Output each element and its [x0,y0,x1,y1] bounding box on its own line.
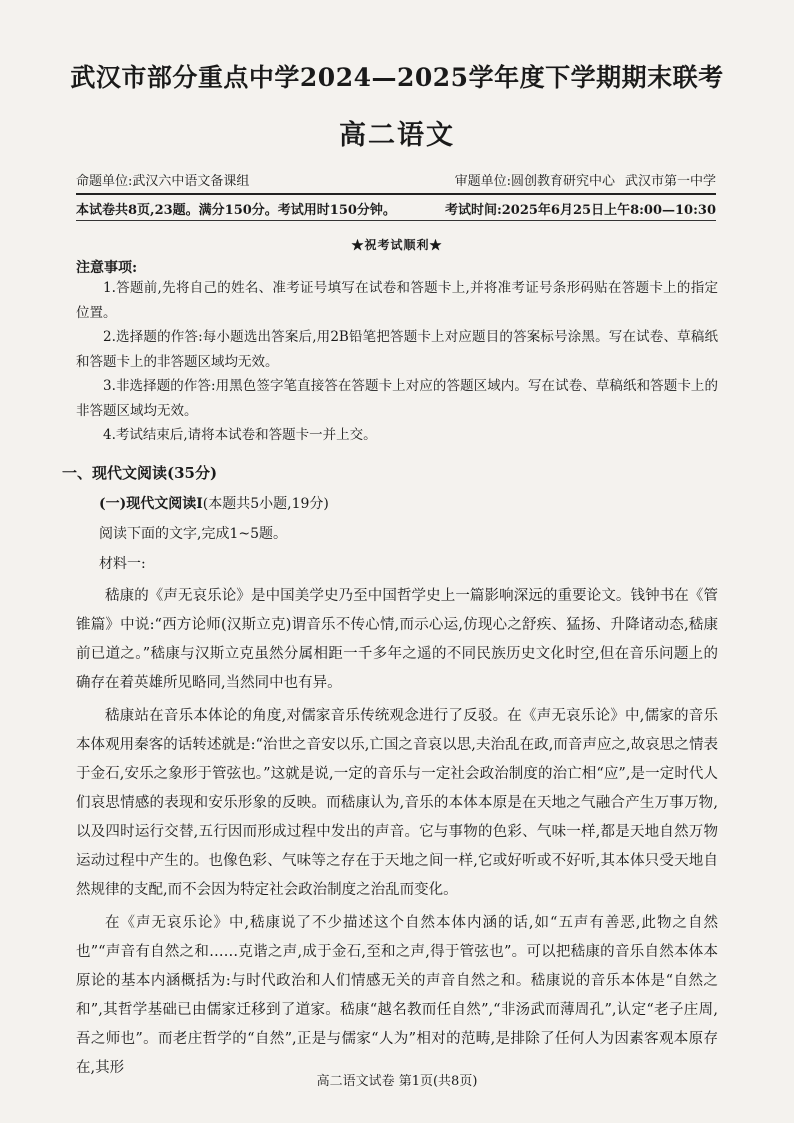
subsection-note: (本题共5小题,19分) [202,496,329,512]
body-paragraph: 嵇康的《声无哀乐论》是中国美学史乃至中国哲学史上一篇影响深远的重要论文。钱钟书在《管锥篇》中说:“西方论师(汉斯立克)谓音乐不传心情,而示心运,仿现心之舒疾、猛扬、升降诸动态,嵇康前已道之。”嵇康与汉斯立克虽然分属相距一千多年之遥的不同民族历史文化时空,但在音乐问题上的确存在着英雄所见略同,当然同中也有异。 [76,588,718,691]
reading-instruction: 阅读下面的文字,完成1~5题。 [99,526,287,542]
note-item: 4.考试结束后,请将本试卷和答题卡一并上交。 [103,427,377,443]
body-paragraph: 嵇康站在音乐本体论的角度,对儒家音乐传统观念进行了反驳。在《声无哀乐论》中,儒家的音乐本体观用秦客的话转述就是:“治世之音安以乐,亡国之音哀以思,夫治乱在政,而音声应之,故哀思之情表于金石,安乐之象形于管弦也。”这就是说,一定的音乐与一定社会政治制度的治亡相“应”,是一定时代人们哀思情感的表现和安乐形象的反映。而嵇康认为,音乐的本体本原是在天地之气融合产生万事万物,以及四时运行交替,五行因而形成过程中发出的声音。它与事物的色彩、气味一样,都是天地自然万物运动过程中产生的。也像色彩、气味等之存在于天地之间一样,它或好听或不好听,其本体只受天地自然规律的支配,而不会因为特定社会政治制度之治乱而变化。 [76,708,718,898]
exam-title: 武汉市部分重点中学2024—2025学年度下学期期末联考 [70,63,724,92]
exam-info-text: 本试卷共8页,23题。满分150分。考试用时150分钟。 [76,203,396,218]
school-text: 武汉市第一中学 [624,174,716,189]
notes-heading: 注意事项: [76,260,138,276]
exam-time-text: 考试时间:2025年6月25日上午8:00—10:30 [444,203,716,218]
page-footer: 高二语文试卷 第1页(共8页) [316,1074,478,1089]
subsection-title: (一)现代文阅读Ⅰ [99,496,203,512]
proposer-text: 命题单位:武汉六中语文备课组 [76,174,250,189]
body-paragraph: 在《声无哀乐论》中,嵇康说了不少描述这个自然本体内涵的话,如“五声有善恶,此物之自然也”“声音有自然之和……克谐之声,成于金石,至和之声,得于管弦也”。可以把嵇康的音乐自然本体本原论的基本内涵概括为:与时代政治和人们情感无关的声音自然之和。嵇康说的音乐本体是“自然之和”,其哲学基础已由儒家迁移到了道家。嵇康“越名教而任自然”,“非汤武而薄周孔”,认定“老子庄周,吾之师也”。而老庄哲学的“自然”,正是与儒家“人为”相对的范畴,是排除了任何人为因素客观本原存在,其形 [76,915,718,1076]
info-divider [76,220,716,221]
notes-list [76,276,718,448]
good-luck-text: ★祝考试顺利★ [351,238,443,252]
exam-info-row [76,199,716,218]
subsection-heading [99,493,329,513]
material-label: 材料一: [99,556,146,572]
note-item: 3.非选择题的作答:用黑色签字笔直接答在答题卡上对应的答题区域内。写在试卷、草稿纸和答题卡上的非答题区域均无效。 [76,378,718,419]
reviewer-group [455,170,716,189]
reviewer-text: 审题单位:圆创教育研究中心 [454,174,615,189]
header-divider [76,193,716,195]
note-item: 1.答题前,先将自己的姓名、准考证号填写在试卷和答题卡上,并将准考证号条形码贴在答题卡上的指定位置。 [76,280,718,321]
material-body [76,582,718,1087]
section-heading: 一、现代文阅读(35分) [62,464,218,482]
proposer-row [76,170,716,189]
note-item: 2.选择题的作答:每小题选出答案后,用2B铅笔把答题卡上对应题目的答案标号涂黑。写在试卷、草稿纸和答题卡上的非答题区域均无效。 [76,329,718,370]
subject-title: 高二语文 [339,120,455,151]
